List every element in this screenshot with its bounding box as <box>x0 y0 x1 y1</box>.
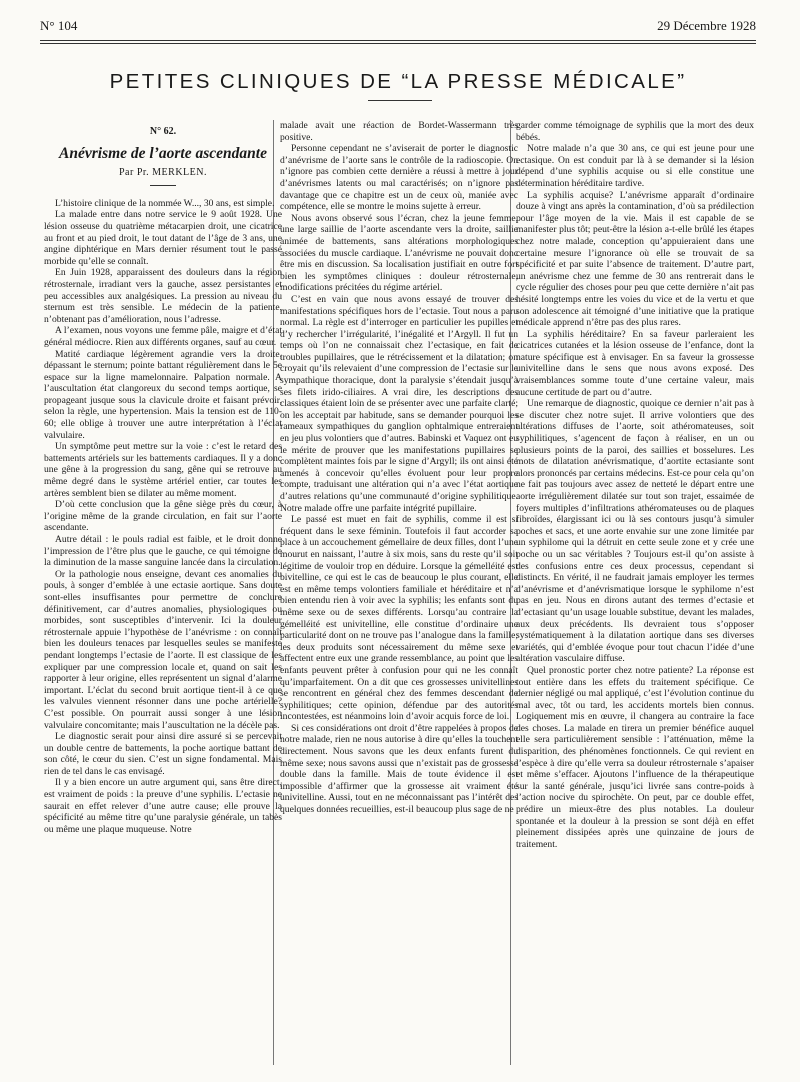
paragraph: Or la pathologie nous enseigne, devant ces anomalies du pouls, à songer d’emblée à une ectasie aortique. Sans doute sont-elles insuffisantes pour permettre de conclure définitivement, car d’autres anomalies, physiologiques ou morbides, sont susceptibles d’intervenir. Ici la douleur rétrosternale appuie l’hypothèse de l’anévrisme : on connaît bien les douleurs tenaces par lesquelles seules se manifeste pendant longtemps l’ectasie de l’aorte. Il est classique de les expliquer par une compression locale et, quand on sait les rapporter à leur origine, elles représentent un signal d’alarme important. L’éclat du second bruit aortique tient-il à ce que les valvules viennent résonner dans une poche artérielle? C’est possible. On pourrait aussi songer à une lésion valvulaire concomitante; mais l’auscultation ne la décèle pas. <box>44 568 282 731</box>
paragraph: A l’examen, nous voyons une femme pâle, maigre et d’état général médiocre. Rien aux différents organes, sauf au cœur. <box>44 325 282 348</box>
paragraph: Si ces considérations ont droit d’être rappelées à propos de notre malade, rien ne nous autorise à dire qu’elles la touchent directement. Nous savons que les deux enfants furent du même sexe; nous savons aussi que n’existait pas de grossesse double dans la famille. Mais de toute évidence il est impossible d’affirmer que la grossesse ait vraiment été univitelline. Aussi, tout en ne méconnaissant pas l’intérêt des quelques données recueillies, est-il beaucoup plus sage de ne <box>280 722 518 816</box>
paragraph: Il y a bien encore un autre argument qui, sans être direct, est vraiment de poids : la preuve d’une syphilis. L’ectasie ne saurait en effet relever d’une autre cause; elle prouve la spécificité au même titre qu’une paralysie générale, un tabès ou même une plaque muqueuse. Notre <box>44 777 282 835</box>
paragraph: En Juin 1928, apparaissent des douleurs dans la région rétrosternale, irradiant vers la gauche, assez persistantes et peu accessibles aux analgésiques. La pression au niveau du sternum est très sensible. Le médecin de la patiente, n’obtenant pas d’amélioration, nous l’adresse. <box>44 267 282 325</box>
paragraph: La syphilis acquise? L’anévrisme apparaît d’ordinaire douze à vingt ans après la contamination, d’où sa prédilection pour l’âge moyen de la vie. Mais il est capable de se manifester plus tôt; peut-être la lésion a-t-elle brûlé les étapes chez notre malade, conception qu’appuieraient dans une certaine mesure l’ignorance où elle se trouvait de sa spécificité et par suite l’absence de traitement. D’autre part, un anévrisme chez une femme de 30 ans rentrerait dans le cycle régulier des choses pour peu que cette dernière n’ait pas hésité longtemps entre les voies du vice et de la vertu et que son adolescence ait témoigné d’une initiative que la pratique médicale apprend n’être pas des plus rares. <box>516 189 754 329</box>
page-header <box>40 16 756 34</box>
paragraph: garder comme témoignage de syphilis que la mort des deux bébés. <box>516 120 754 143</box>
column-2 <box>280 120 518 816</box>
paragraph: La malade entre dans notre service le 9 août 1928. Une lésion osseuse du quatrième métacarpien droit, une cicatrice au front et au pied droit, le tout datant de l’âge de 3 ans, une angine diphtérique en Mars dernier résument tout le passé morbide qu’elle se connaît. <box>44 209 282 267</box>
paragraph: Notre malade n’a que 30 ans, ce qui est jeune pour une ectasique. On est conduit par là à se demander si la lésion dépend d’une syphilis acquise ou si elle constitue une détermination héréditaire tardive. <box>516 143 754 189</box>
paragraph: Quel pronostic porter chez notre patiente? La réponse est tout entière dans les effets du traitement spécifique. Ce dernier négligé ou mal appliqué, c’est l’évolution continue du mal avec, tôt ou tard, les accidents mortels bien connus. Logiquement mis en œuvre, il changera au contraire la face des choses. La malade en tirera un premier bénéfice auquel elle sera particulièrement sensible : l’atténuation, même la disparition, des phénomènes fonctionnels. Ce qui revient en l’espèce à dire qu’elle verra sa douleur rétrosternale s’apaiser et même s’effacer. Ajoutons l’influence de la thérapeutique sur la santé générale, jusqu’ici livrée sans contre-poids à l’action nocive du spirochète. On peut, par ce double effet, prédire un mieux-être des plus notables. La douleur spontanée et la douleur à la pression se sont déjà en effet pleinement dissipées après une quinzaine de jours de traitement. <box>516 664 754 850</box>
paragraph: Matité cardiaque légèrement agrandie vers la droite, dépassant le sternum; pointe battant régulièrement dans le 5e espace sur la ligne mamelonnaire. Palpation normale. A l’auscultation état clangoreux du second temps aortique, se propageant jusque sous la clavicule droite et faisant prévoir, selon la règle, une hypertension. Mais la tension est de 110-60; elle oblige à trouver une autre interprétation à l’éclat valvulaire. <box>44 348 282 441</box>
article-title: Anévrisme de l’aorte ascendante <box>59 144 267 162</box>
article-number: N° 62. <box>149 126 177 137</box>
article-author: Par Pr. MERKLEN. <box>119 167 207 179</box>
paragraph: Personne cependant ne s’aviserait de porter le diagnostic d’anévrisme de l’aorte sans le contrôle de la radioscopie. On n’ignore pas combien cette dernière a réussi à mettre à jour d’anévrismes latents ou mal caractérisés; on n’ignore pas davantage que ce chapitre est un de ceux où, maniée avec compétence, elle se montre le moins sujette à erreur. <box>280 143 518 213</box>
title-rule <box>368 100 432 101</box>
column-3 <box>516 120 754 850</box>
paragraph: Autre détail : le pouls radial est faible, et le droit donne l’impression de l’être plus que le gauche, ce qui témoigne de la diminution de la masse sanguine lancée dans la circulation. <box>44 534 282 569</box>
paragraph: Le diagnostic serait pour ainsi dire assuré si se percevait un double centre de battements, la poche aortique battant de son côté, le cœur du sien. C’est un signe fondamental. Mais rien de tel dans le cas envisagé. <box>44 731 282 777</box>
header-rule-top <box>40 40 756 41</box>
paragraph: La syphilis héréditaire? En sa faveur parleraient les cicatrices cutanées et la lésion osseuse de l’enfance, dont la nature spécifique est à envisager. En sa faveur la grossesse univitelline dans le sens que nous avons exposé. Des vraisemblances somme toute d’une certaine valeur, mais aucune certitude de part ou d’autre. <box>516 328 754 398</box>
author-rule <box>150 185 176 186</box>
paragraph: Le passé est muet en fait de syphilis, comme il est si fréquent dans le sexe féminin. Toutefois il faut accorder sa place à un accouchement gémellaire de deux filles, dont l’une mourut en naissant, l’autre à six mois, sans du reste qu’il soit légitime de vouloir trop en déduire. Lorsque la gémelléité est bivitelline, ce qui est le cas de beaucoup le plus courant, elle est en même temps volontiers familiale et héréditaire et n’a bien entendu rien à voir avec la syphilis; les enfants sont du même sexe ou de sexes différents. Lorsqu’au contraire la gémelléité est univitelline, elle constitue d’ordinaire une particularité dont on ne trouve pas l’analogue dans la famille; les deux produits sont nécessairement du même sexe et affectent entre eux une grande ressemblance, au point que les enfants peuvent prêter à confusion pour qui ne les connaît qu’imparfaitement. On a dit que ces grossesses univitellines se rencontrent en général chez des femmes descendant de syphilitiques; cette opinion, défendue par des autorités incontestées, est néanmoins loin d’avoir acquis force de loi. <box>280 514 518 723</box>
paragraph: L’histoire clinique de la nommée W..., 30 ans, est simple. <box>55 197 275 209</box>
paragraph: Un symptôme peut mettre sur la voie : c’est le retard des battements artériels sur les battements cardiaques. Il y a donc une gêne à la progression du sang, gêne qui se retrouve au même degré dans le système artériel entier, car toutes les artères semblent bien se dilater au même moment. <box>44 441 282 499</box>
paragraph: C’est en vain que nous avons essayé de trouver des manifestations spécifiques hors de l’ectasie. Tout nous a paru normal. La règle est d’interroger en particulier les pupilles et d’y rechercher l’irrégularité, l’inégalité et l’Argyll. Il fut un temps où l’on ne connaissait chez l’ectasique, en fait de troubles pupillaires, que le rétrécissement et la dilatation; on croyait qu’ils relevaient d’une compression de l’ectasie sur le sympathique thoracique, dont la paralysie s’étendait jusqu’à ses filets irido-ciliaires. A vrai dire, les descriptions des classiques étaient loin de se présenter avec une parfaite clarté; on les acceptait par habitude, sans se demander pourquoi les rameaux sympathiques du ganglion ophtalmique entreraient en jeu plus volontiers que d’autres. Babinski et Vaquez ont eu le mérite de prouver que les manifestations pupillaires se complètent maintes fois par le signe d’Argyll; ils ont ainsi été amenés à concevoir qu’elles évoluent pour leur propre compte, traduisant une altération qui n’a avec l’état aortique d’autres relations qu’une communauté d’origine syphilitique. Notre malade offre une parfaite intégrité pupillaire. <box>280 293 518 514</box>
paragraph: D’où cette conclusion que la gêne siège près du cœur, à l’origine même de la grande circulation, en fait sur l’aorte ascendante. <box>44 499 282 534</box>
page-number: N° 104 <box>40 18 78 33</box>
paragraph: Une remarque de diagnostic, quoique ce dernier n’ait pas à se discuter chez notre sujet. Il arrive volontiers que des altérations diffuses de l’aorte, soit athéromateuses, soit syphilitiques, s’agencent de façon à réaliser, en un ou plusieurs points de la paroi, des saillies et bosselures. Les mots de dilatation anévrismatique, d’aortite ectasiante sont alors prononcés par certains médecins. Est-ce pour cela qu’on ne fait pas toujours avec assez de netteté le départ entre une aorte irrégulièrement dilatée sur tout son trajet, essaimée de foyers multiples d’infiltrations athéromateuses ou de plaques fibroïdes, élargissant ici ou là ses contours jusqu’à simuler poches et sacs, et une aorte envahie sur une zone limitée par un syphilome qui la détruit en cette seule zone et y crée une poche ou un sac véritables ? Toujours est-il qu’on assiste à des confusions entre ces deux processus, cependant si distincts. En vérité, il ne faudrait jamais employer les termes d’anévrisme et d’anévrismatique lorsque le syphilome n’est pas en jeu. Nous en dirons autant des termes d’ectasie et d’ectasiant qu’un usage louable substitue, devant les malades, aux deux précédents. Ils devraient tous s’opposer systématiquement à la dilatation aortique dans ses diverses variétés, qui d’emblée évoque pour tout chacun l’idée d’une altération vasculaire diffuse. <box>516 398 754 665</box>
journal-title: PETITES CLINIQUES DE “LA PRESSE MÉDICALE” <box>109 70 687 93</box>
paragraph: malade avait une réaction de Bordet-Wassermann très positive. <box>280 120 518 143</box>
header-rule-bottom <box>40 43 756 44</box>
column-1 <box>44 120 282 835</box>
issue-date: 29 Décembre 1928 <box>657 18 756 33</box>
paragraph: Nous avons observé sous l’écran, chez la jeune femme, une large saillie de l’aorte ascendante vers la droite, saillie animée de battements, sans altérations morphologiques associées du muscle cardiaque. L’anévrisme ne pouvait donc être mis en discussion. Sa localisation justifiait en outre fort bien les symptômes cliniques : douleur rétrosternale, modifications précitées du régime artériel. <box>280 212 518 294</box>
